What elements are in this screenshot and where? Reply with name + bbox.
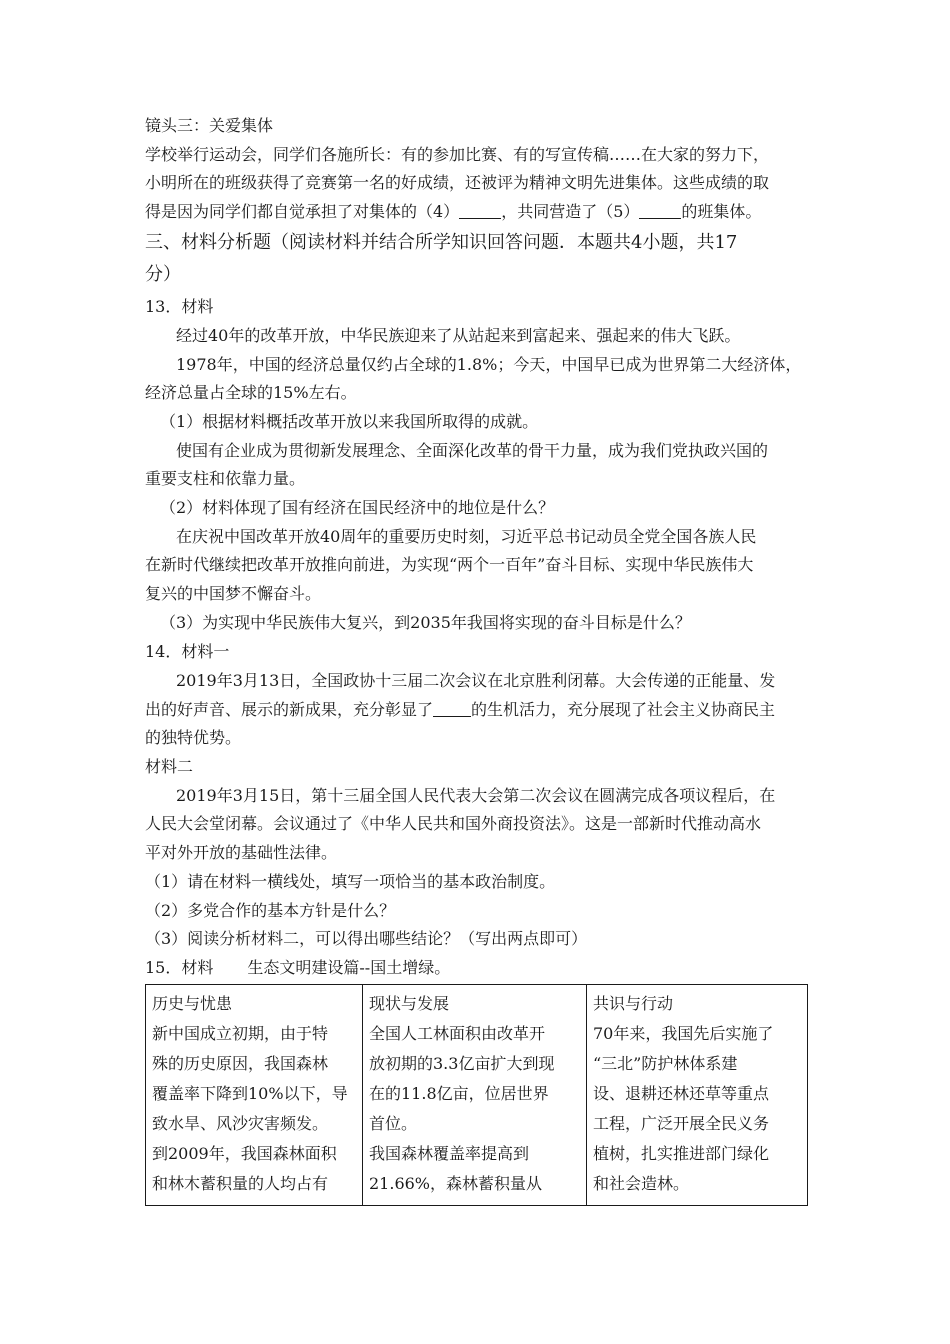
q14-question-3: （3）阅读分析材料二，可以得出哪些结论？（写出两点即可）	[145, 929, 588, 948]
table-cell-line: 设、退耕还林还草等重点	[593, 1084, 770, 1103]
q14-question-1: （1）请在材料一横线处，填写一项恰当的基本政治制度。	[145, 872, 556, 891]
table-cell-line: 21.66%，森林蓄积量从	[369, 1174, 543, 1193]
table-cell-line: 放初期的3.3亿亩扩大到现	[369, 1054, 555, 1073]
table-header: 历史与忧患	[152, 994, 233, 1013]
q13-label: 13．材料	[145, 297, 214, 316]
q15-material-table	[145, 984, 808, 1206]
q14-m1-line-2b: 的生机活力，充分展现了社会主义协商民主	[471, 700, 776, 719]
q13-line: 1978年，中国的经济总量仅约占全球的1.8%；今天，中国早已成为世界第二大经济体，	[176, 355, 802, 374]
q13-question-2: （2）材料体现了国有经济在国民经济中的地位是什么？	[160, 498, 555, 517]
table-cell-line: 和林木蓄积量的人均占有	[152, 1174, 329, 1193]
table-cell-line: 新中国成立初期，由于特	[152, 1024, 329, 1043]
table-cell-line: “三北”防护林体系建	[593, 1054, 738, 1073]
scene3-line-3a: 得是因为同学们都自觉承担了对集体的（4）	[145, 202, 460, 221]
q14-m1-line-2a: 出的好声音、展示的新成果，充分彰显了	[145, 700, 434, 719]
q13-question-3: （3）为实现中华民族伟大复兴，到2035年我国将实现的奋斗目标是什么？	[160, 613, 691, 632]
scene3-heading: 镜头三：关爱集体	[145, 116, 274, 135]
q13-line: 经济总量占全球的15%左右。	[145, 383, 357, 402]
q15-label: 15．材料	[145, 958, 214, 977]
scene3-line-2: 小明所在的班级获得了竞赛第一名的好成绩，还被评为精神文明先进集体。这些成绩的取	[145, 173, 770, 192]
q13-line: 经过40年的改革开放，中华民族迎来了从站起来到富起来、强起来的伟大飞跃。	[176, 326, 741, 345]
q14-m1-line-1: 2019年3月13日，全国政协十三届二次会议在北京胜利闭幕。大会传递的正能量、发	[176, 671, 776, 690]
scene3-line-3b: ，共同营造了（5）	[501, 202, 640, 221]
q13-line: 重要支柱和依靠力量。	[145, 469, 306, 488]
q14-m2-label: 材料二	[145, 757, 194, 776]
section3-title-cont: 分）	[145, 264, 181, 285]
table-cell-line: 首位。	[369, 1114, 418, 1133]
fill-blank-5[interactable]	[639, 202, 681, 219]
table-cell-line: 70年来，我国先后实施了	[593, 1024, 774, 1043]
table-cell-history	[146, 985, 363, 1206]
q13-line: 复兴的中国梦不懈奋斗。	[145, 584, 322, 603]
q13-line: 在新时代继续把改革开放推向前进，为实现“两个一百年”奋斗目标、实现中华民族伟大	[145, 555, 754, 574]
q13-line: 在庆祝中国改革开放40周年的重要历史时刻，习近平总书记动员全党全国各族人民	[176, 527, 757, 546]
q15-subtitle: 生态文明建设篇--国土增绿。	[247, 958, 451, 977]
scene3-line-3c: 的班集体。	[681, 202, 762, 221]
table-cell-line: 全国人工林面积由改革开	[369, 1024, 546, 1043]
scene3-line-1: 学校举行运动会，同学们各施所长：有的参加比赛、有的写宣传稿……在大家的努力下，	[145, 145, 770, 164]
table-header: 共识与行动	[593, 994, 674, 1013]
fill-blank-system[interactable]	[433, 700, 471, 717]
table-cell-line: 和社会造林。	[593, 1174, 690, 1193]
q14-label: 14．材料一	[145, 642, 230, 661]
table-header: 现状与发展	[369, 994, 450, 1013]
table-cell-action	[587, 985, 808, 1206]
table-cell-line: 致水旱、风沙灾害频发。	[152, 1114, 329, 1133]
table-cell-line: 我国森林覆盖率提高到	[369, 1144, 530, 1163]
table-row	[146, 985, 808, 1206]
table-cell-line: 殊的历史原因，我国森林	[152, 1054, 329, 1073]
q14-m1-line-2	[145, 696, 775, 724]
table-cell-line: 覆盖率下降到10%以下，导	[152, 1084, 348, 1103]
q13-question-1: （1）根据材料概括改革开放以来我国所取得的成就。	[160, 412, 539, 431]
q15-label-line	[145, 954, 450, 982]
section3-title: 三、材料分析题（阅读材料并结合所学知识回答问题．本题共4小题，共17	[145, 232, 738, 253]
table-cell-line: 工程，广泛开展全民义务	[593, 1114, 770, 1133]
fill-blank-4[interactable]	[459, 202, 501, 219]
table-cell-line: 到2009年，我国森林面积	[152, 1144, 337, 1163]
table-cell-line: 在的11.8亿亩，位居世界	[369, 1084, 549, 1103]
q14-question-2: （2）多党合作的基本方针是什么？	[145, 901, 396, 920]
q14-m2-line: 人民大会堂闭幕。会议通过了《中华人民共和国外商投资法》。这是一部新时代推动高水	[145, 814, 762, 833]
q13-line: 使国有企业成为贯彻新发展理念、全面深化改革的骨干力量，成为我们党执政兴国的	[176, 441, 769, 460]
q14-m2-line: 2019年3月15日，第十三届全国人民代表大会第二次会议在圆满完成各项议程后，在	[176, 786, 776, 805]
q14-m2-line: 平对外开放的基础性法律。	[145, 843, 338, 862]
scene3-line-3	[145, 198, 761, 226]
table-cell-line: 植树，扎实推进部门绿化	[593, 1144, 770, 1163]
q14-m1-line-3: 的独特优势。	[145, 728, 242, 747]
table-cell-status	[363, 985, 587, 1206]
